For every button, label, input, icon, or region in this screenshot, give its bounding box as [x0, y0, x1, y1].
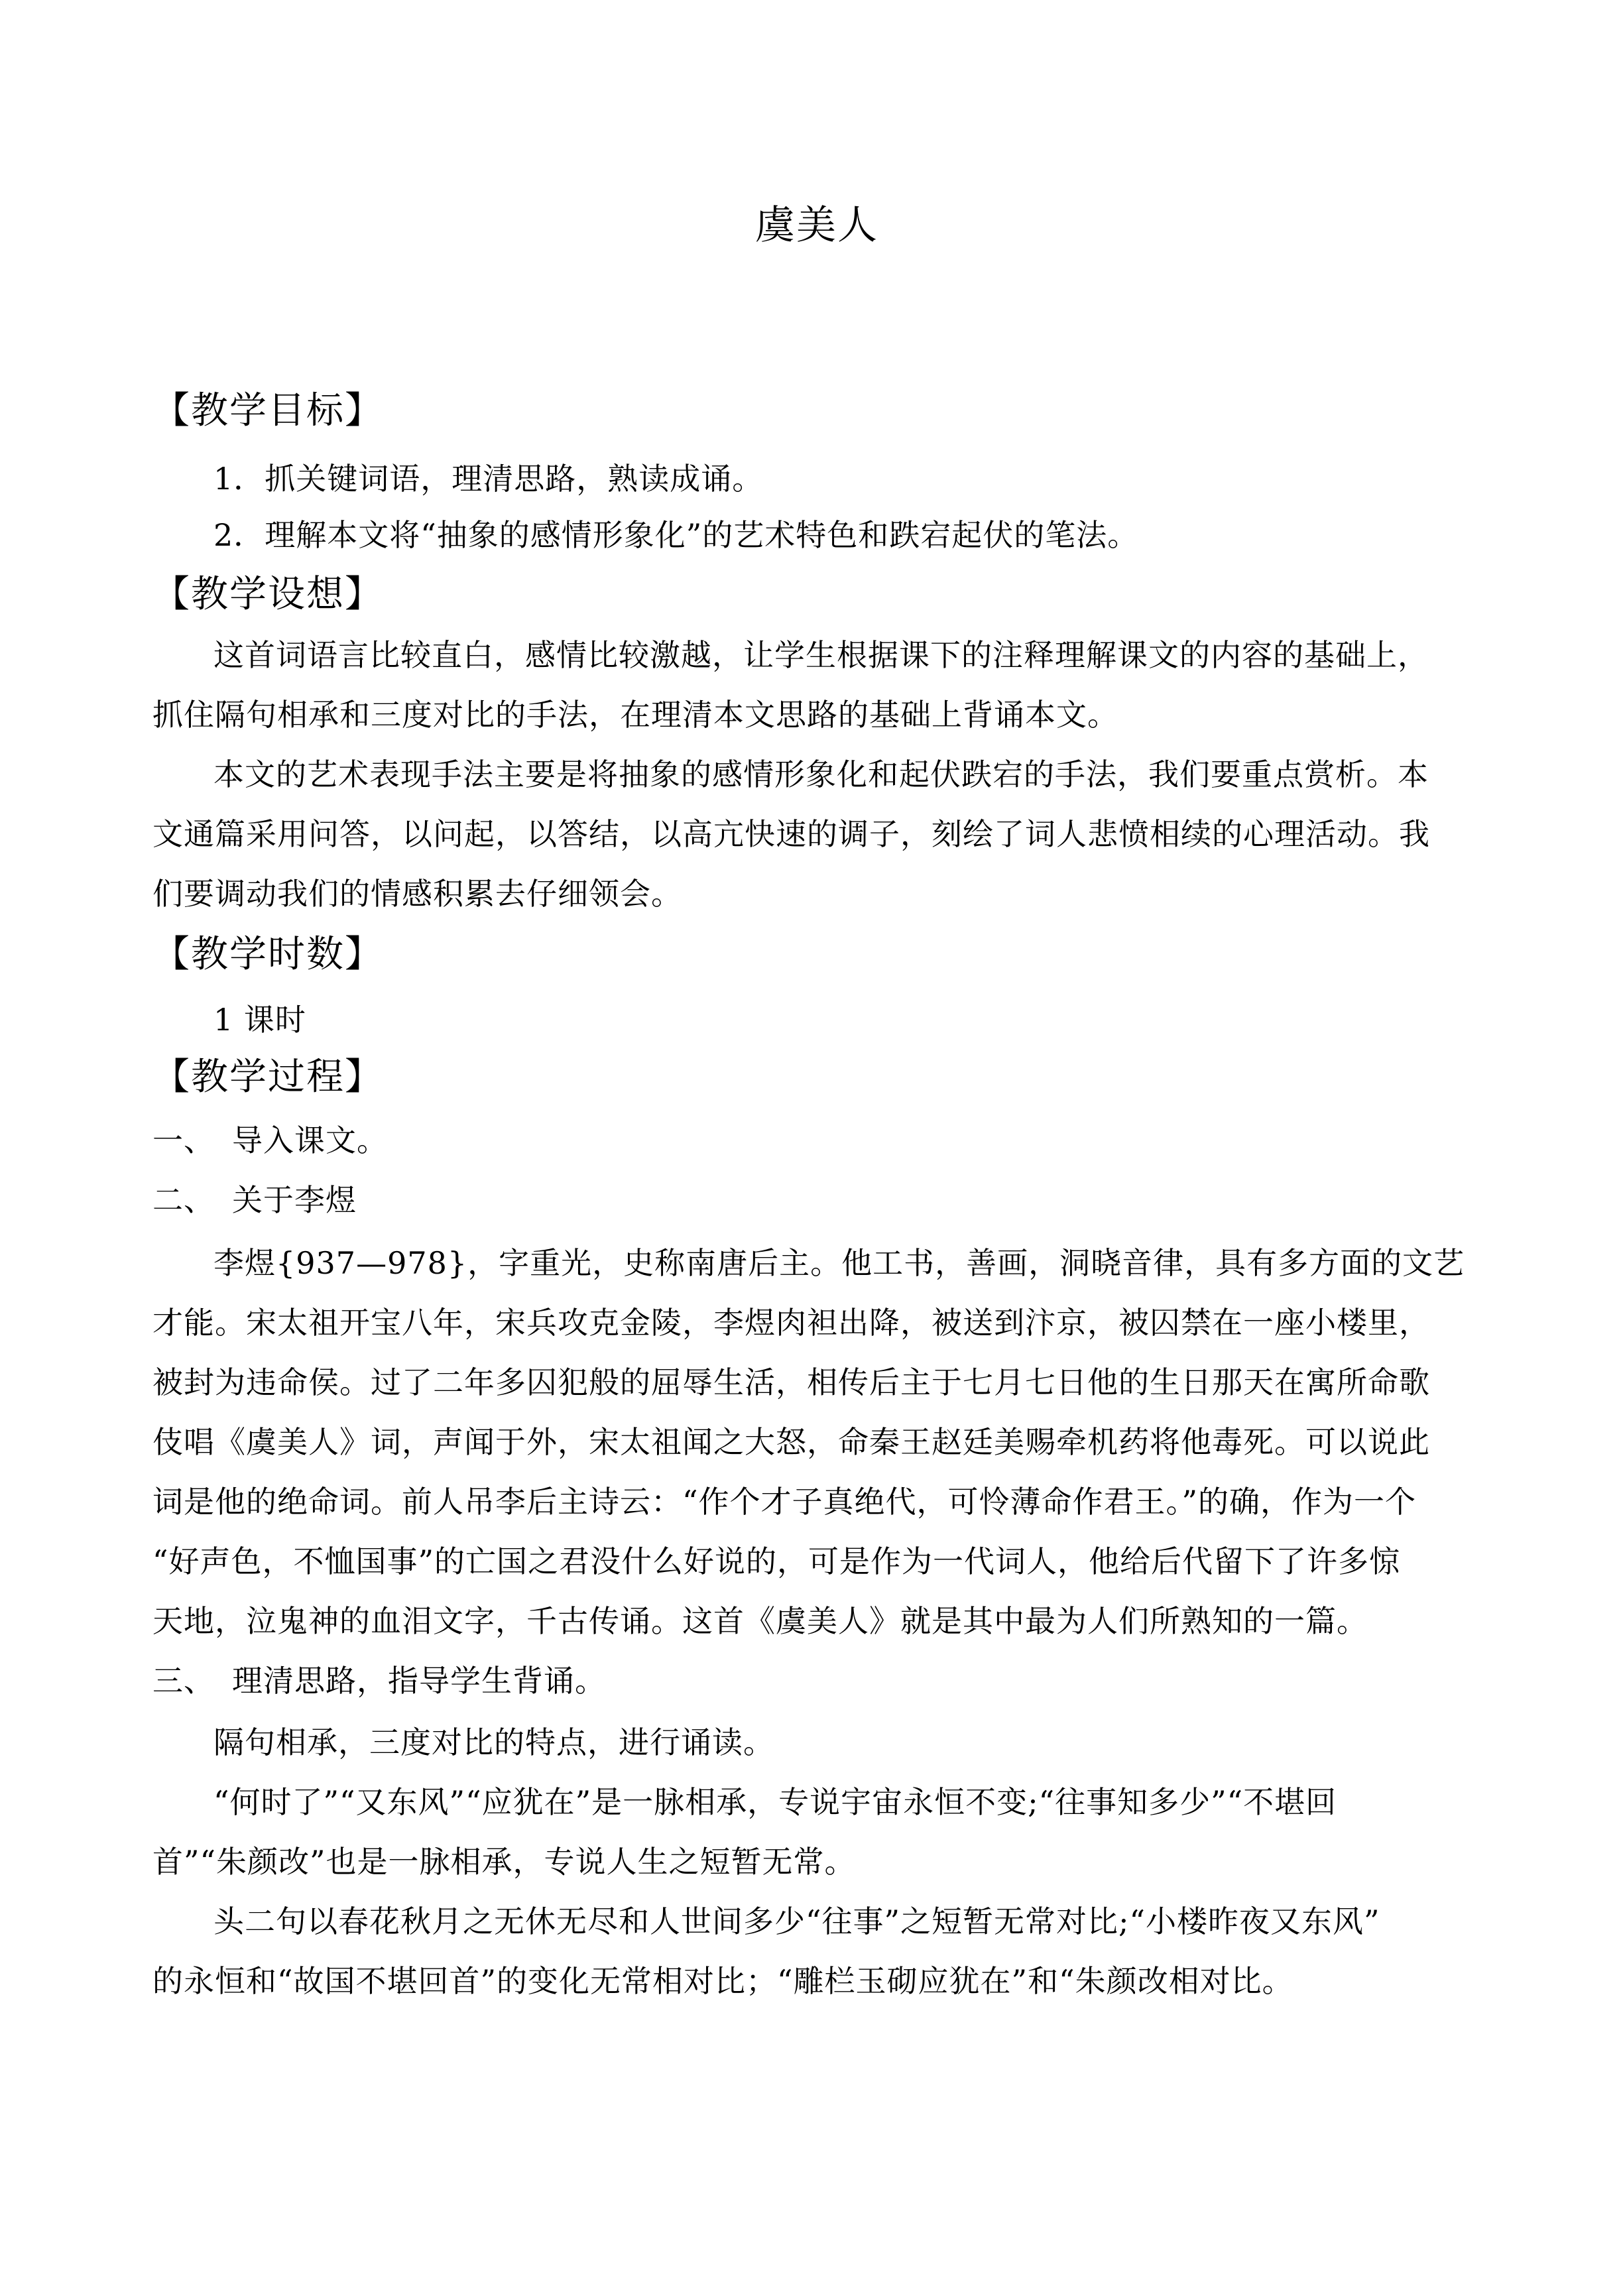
- document-page: [152, 0, 1481, 2296]
- analysis-line-2: “何时了”“又东风”“应犹在”是一脉相承，专说宇宙永恒不变;“往事知多少”“不堪回: [213, 1784, 1337, 1820]
- analysis-line-1: 隔句相承，三度对比的特点，进行诵读。: [213, 1724, 774, 1760]
- step-number: 二、: [152, 1182, 215, 1218]
- design-line-3: 本文的艺术表现手法主要是将抽象的感情形象化和起伏跌宕的手法，我们要重点赏析。本: [213, 756, 1429, 792]
- page-title: 虞美人: [755, 202, 878, 249]
- bio-line-3: 被封为违命侯。过了二年多囚犯般的屈辱生活，相传后主于七月七日他的生日那天在寓所命歌: [152, 1364, 1430, 1400]
- section-heading-design: 【教学设想】: [152, 573, 383, 616]
- design-line-5: 们要调动我们的情感积累去仔细领会。: [152, 876, 682, 912]
- step-text: 理清思路，指导学生背诵。: [232, 1663, 606, 1699]
- section-heading-process: 【教学过程】: [152, 1056, 383, 1099]
- section-heading-hours: 【教学时数】: [152, 933, 383, 976]
- objective-item-1: 1．抓关键词语，理清思路，熟读成诵。: [213, 461, 764, 497]
- step-number: 三、: [152, 1663, 215, 1699]
- objective-item-2: 2．理解本文将“抽象的感情形象化”的艺术特色和跌宕起伏的笔法。: [213, 517, 1139, 553]
- analysis-line-3: 首”“朱颜改”也是一脉相承，专说人生之短暂无常。: [152, 1844, 856, 1880]
- step-number: 一、: [152, 1122, 215, 1158]
- analysis-line-4: 头二句以春花秋月之无休无尽和人世间多少“往事”之短暂无常对比;“小楼昨夜又东风”: [213, 1903, 1380, 1939]
- step-text: 导入课文。: [232, 1122, 388, 1158]
- process-step-3: [152, 1661, 606, 1701]
- design-line-2: 抓住隔句相承和三度对比的手法，在理清本文思路的基础上背诵本文。: [152, 697, 1118, 733]
- step-text: 关于李煜: [232, 1182, 357, 1218]
- hours-text: 1 课时: [213, 1002, 306, 1038]
- section-heading-objectives: 【教学目标】: [152, 389, 383, 432]
- bio-line-5: 词是他的绝命词。前人吊李后主诗云：“作个才子真绝代，可怜薄命作君王。”的确，作为一个: [152, 1484, 1417, 1520]
- analysis-line-5: 的永恒和“故国不堪回首”的变化无常相对比；“雕栏玉砌应犹在”和“朱颜改相对比。: [152, 1963, 1293, 1999]
- process-step-1: [152, 1120, 388, 1160]
- bio-line-1: 李煜{937—978}，字重光，史称南唐后主。他工书，善画，洞晓音律，具有多方面的文艺: [213, 1245, 1465, 1281]
- bio-line-7: 天地，泣鬼神的血泪文字，千古传诵。这首《虞美人》就是其中最为人们所熟知的一篇。: [152, 1603, 1368, 1639]
- design-line-4: 文通篇采用问答，以问起，以答结，以高亢快速的调子，刻绘了词人悲愤相续的心理活动。我: [152, 816, 1430, 852]
- bio-line-6: “好声色，不恤国事”的亡国之君没什么好说的，可是作为一代词人，他给后代留下了许多惊: [152, 1543, 1401, 1579]
- design-line-1: 这首词语言比较直白，感情比较激越，让学生根据课下的注释理解课文的内容的基础上，: [213, 637, 1429, 673]
- bio-line-4: 伎唱《虞美人》词，声闻于外，宋太祖闻之大怒，命秦王赵廷美赐牵机药将他毒死。可以说此: [152, 1424, 1430, 1460]
- process-step-2: [152, 1180, 357, 1220]
- bio-line-2: 才能。宋太祖开宝八年，宋兵攻克金陵，李煜肉袒出降，被送到汴京，被囚禁在一座小楼里，: [152, 1305, 1430, 1341]
